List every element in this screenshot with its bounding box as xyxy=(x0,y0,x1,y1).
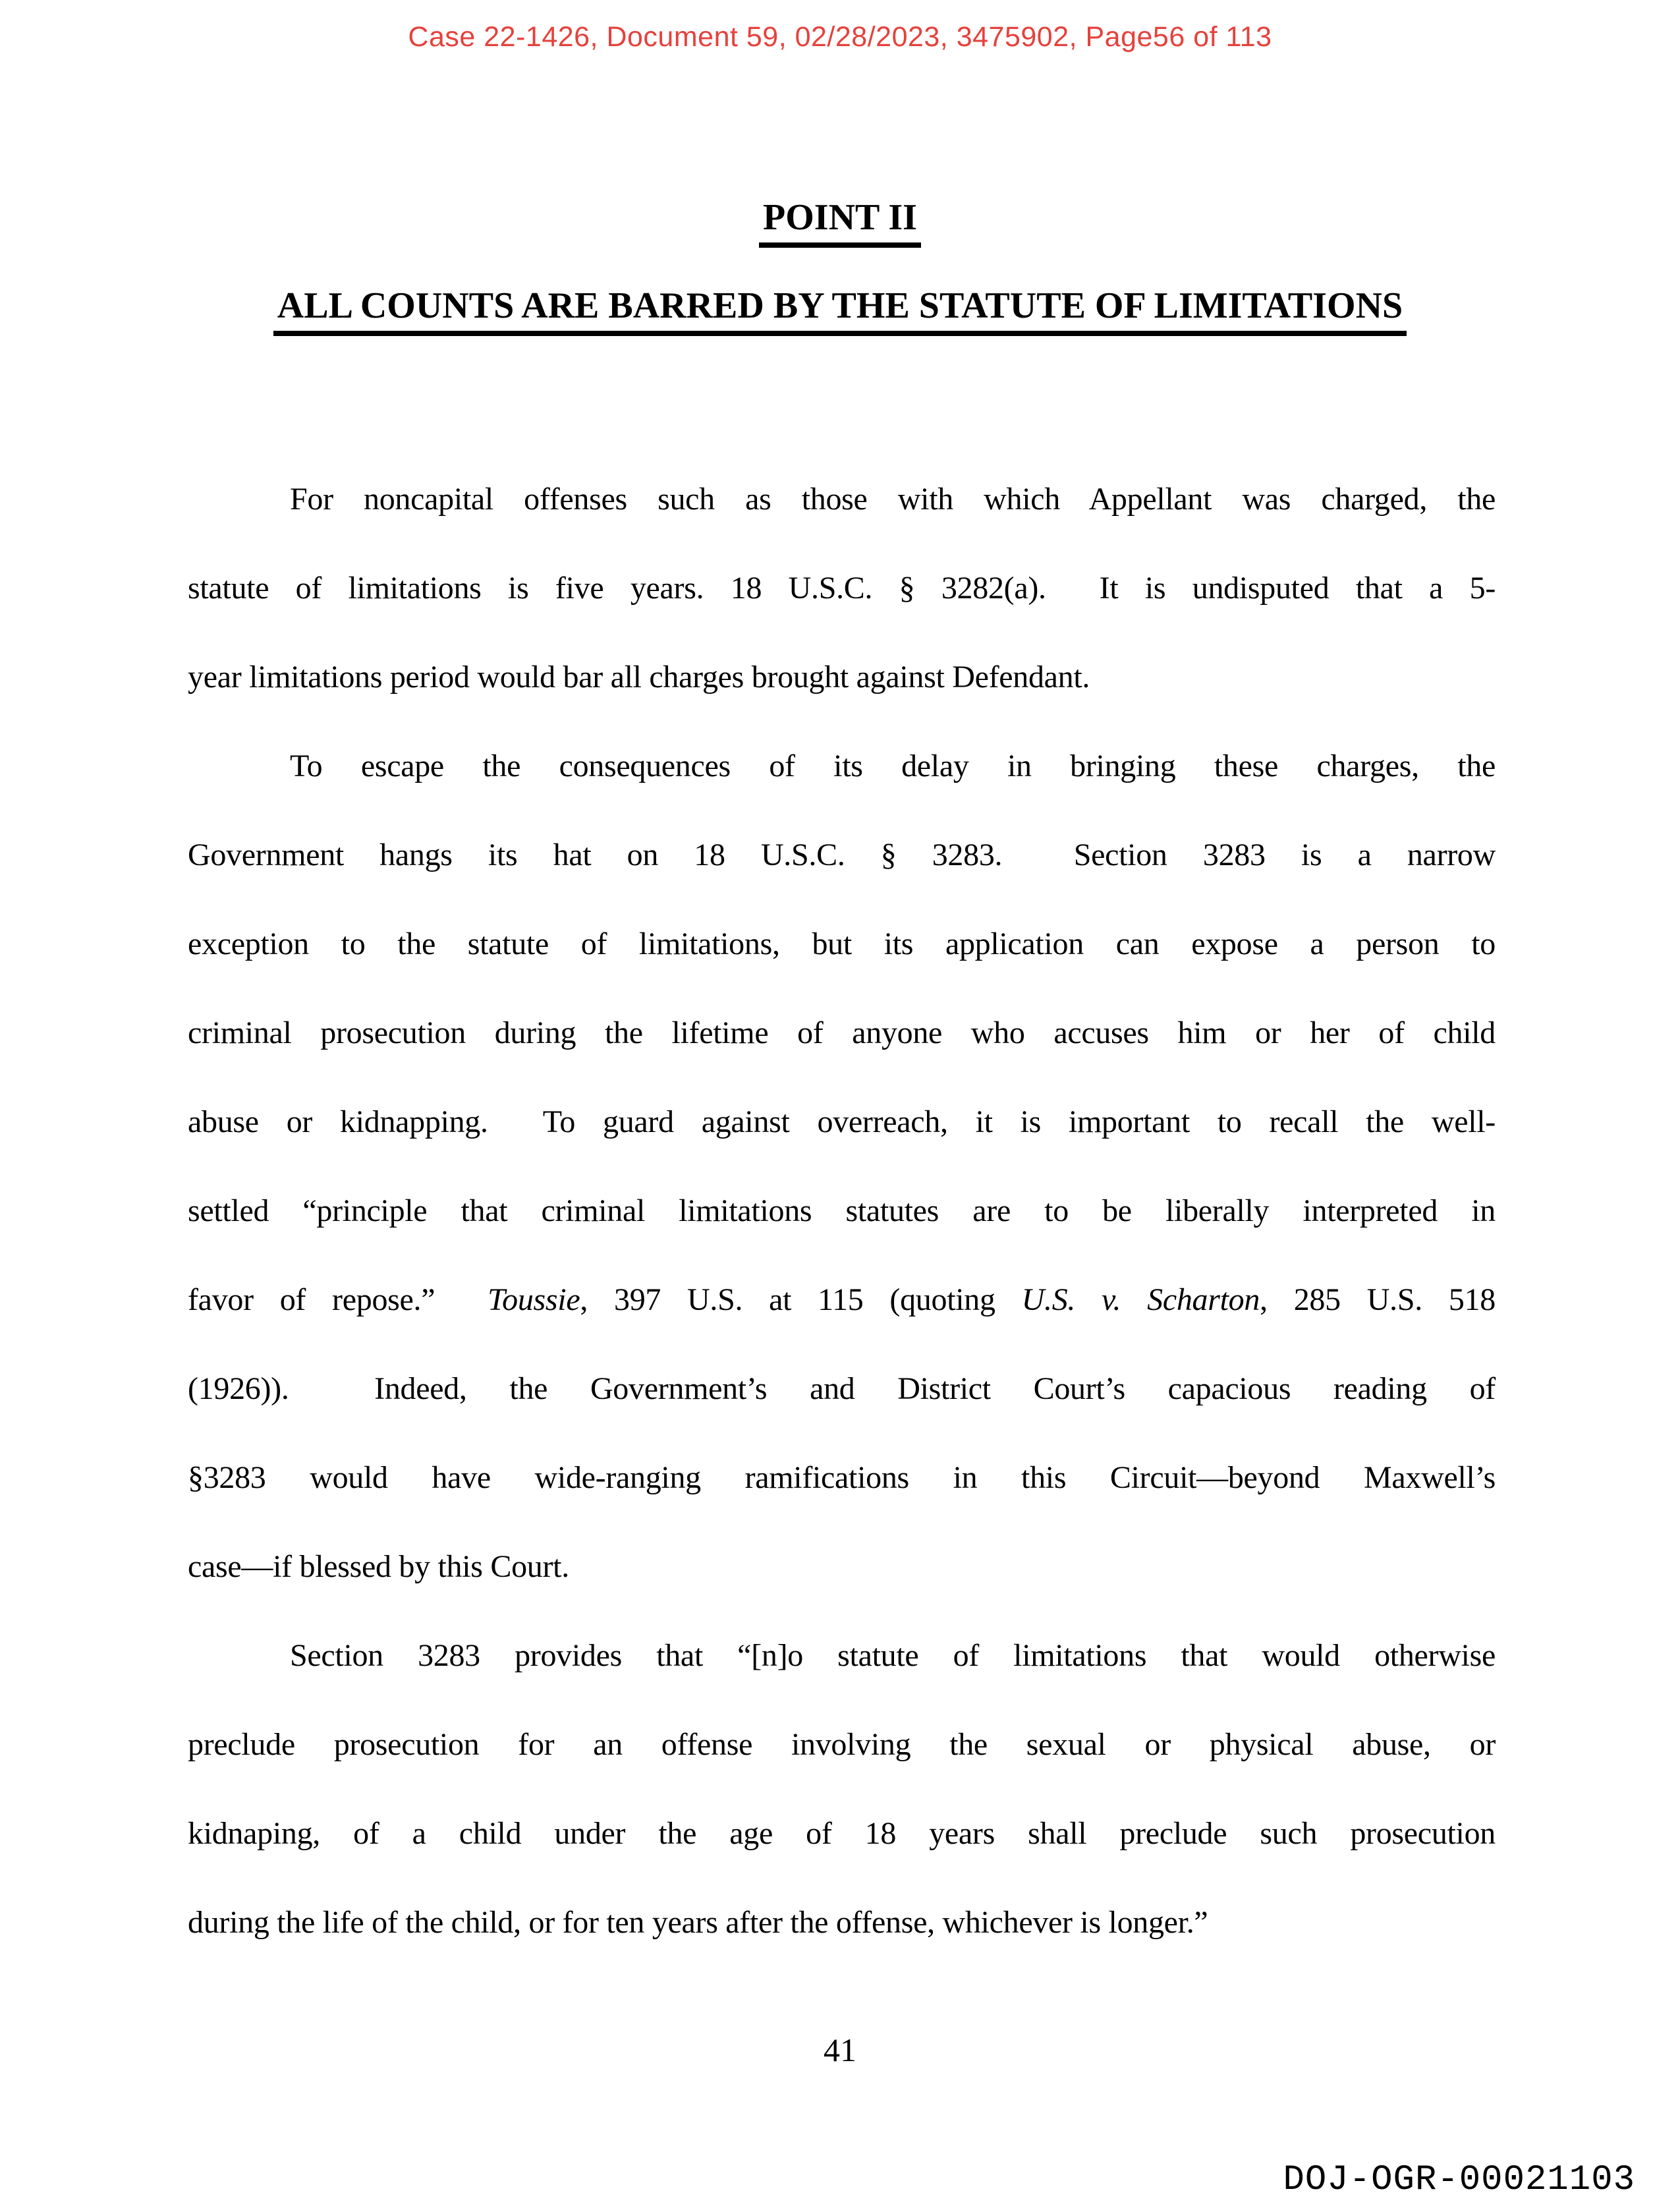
body-text-segment: For noncapital offenses such as those with which Appellant was charged, the xyxy=(290,482,1496,517)
body-text-segment: , 397 U.S. at 115 (quoting xyxy=(580,1282,1022,1317)
body-line xyxy=(188,1700,1496,1789)
body-line xyxy=(188,633,1496,722)
body-text-segment: Section 3283 provides that “[n]o statute of limitations that would otherwise xyxy=(290,1638,1496,1673)
body-line xyxy=(188,455,1496,544)
body-text-segment: statute of limitations is five years. 18 U.S.C. § 3282(a). It is undisputed that a 5- xyxy=(188,571,1496,606)
body-line xyxy=(188,1433,1496,1522)
body-text-segment: criminal prosecution during the lifetime of anyone who accuses him or her of child xyxy=(188,1015,1496,1050)
paragraph xyxy=(188,722,1496,1611)
section-heading-text: ALL COUNTS ARE BARRED BY THE STATUTE OF LIMITATIONS xyxy=(273,285,1407,336)
point-heading xyxy=(0,196,1680,248)
body-line xyxy=(188,1522,1496,1611)
body-line xyxy=(188,1878,1496,1967)
body-line xyxy=(188,988,1496,1077)
body-text xyxy=(188,455,1496,1967)
body-line xyxy=(188,722,1496,810)
body-line xyxy=(188,810,1496,899)
body-text-segment: Government hangs its hat on 18 U.S.C. § 3283. Section 3283 is a narrow xyxy=(188,837,1496,872)
body-line xyxy=(188,899,1496,988)
body-line xyxy=(188,1077,1496,1166)
paragraph xyxy=(188,455,1496,722)
section-heading xyxy=(0,285,1680,336)
point-heading-text: POINT II xyxy=(759,196,921,248)
page-number: 41 xyxy=(824,2031,856,2068)
body-text-segment: year limitations period would bar all charges brought against Defendant. xyxy=(188,660,1090,695)
body-text-segment: To escape the consequences of its delay in bringing these charges, the xyxy=(290,749,1496,783)
body-line xyxy=(188,1611,1496,1700)
body-text-segment: (1926)). Indeed, the Government’s and District Court’s capacious reading of xyxy=(188,1371,1496,1406)
body-text-segment: settled “principle that criminal limitations statutes are to be liberally interpreted in xyxy=(188,1193,1496,1228)
body-text-segment: exception to the statute of limitations, but its application can expose a person to xyxy=(188,926,1496,961)
case-stamp-header: Case 22-1426, Document 59, 02/28/2023, 3475902, Page56 of 113 xyxy=(408,21,1272,53)
body-text-segment: preclude prosecution for an offense involving the sexual or physical abuse, or xyxy=(188,1727,1496,1762)
body-text-segment: , 285 U.S. 518 xyxy=(1260,1282,1496,1317)
body-text-segment: abuse or kidnapping. To guard against overreach, it is important to recall the well- xyxy=(188,1104,1496,1139)
bates-number: DOJ-OGR-00021103 xyxy=(1283,2160,1635,2200)
body-line xyxy=(188,1789,1496,1878)
body-text-segment: during the life of the child, or for ten years after the offense, whichever is longer.” xyxy=(188,1905,1208,1940)
body-line xyxy=(188,1255,1496,1344)
case-citation-italic: U.S. v. Scharton xyxy=(1021,1282,1260,1317)
body-text-segment: kidnaping, of a child under the age of 18 years shall preclude such prosecution xyxy=(188,1816,1496,1851)
case-citation-italic: Toussie xyxy=(488,1282,580,1317)
body-line xyxy=(188,1166,1496,1255)
body-line xyxy=(188,544,1496,633)
body-text-segment: §3283 would have wide-ranging ramifications in this Circuit—beyond Maxwell’s xyxy=(188,1460,1496,1495)
body-text-segment: favor of repose.” xyxy=(188,1282,488,1317)
body-text-segment: case—if blessed by this Court. xyxy=(188,1549,569,1584)
body-line xyxy=(188,1344,1496,1433)
paragraph xyxy=(188,1611,1496,1967)
